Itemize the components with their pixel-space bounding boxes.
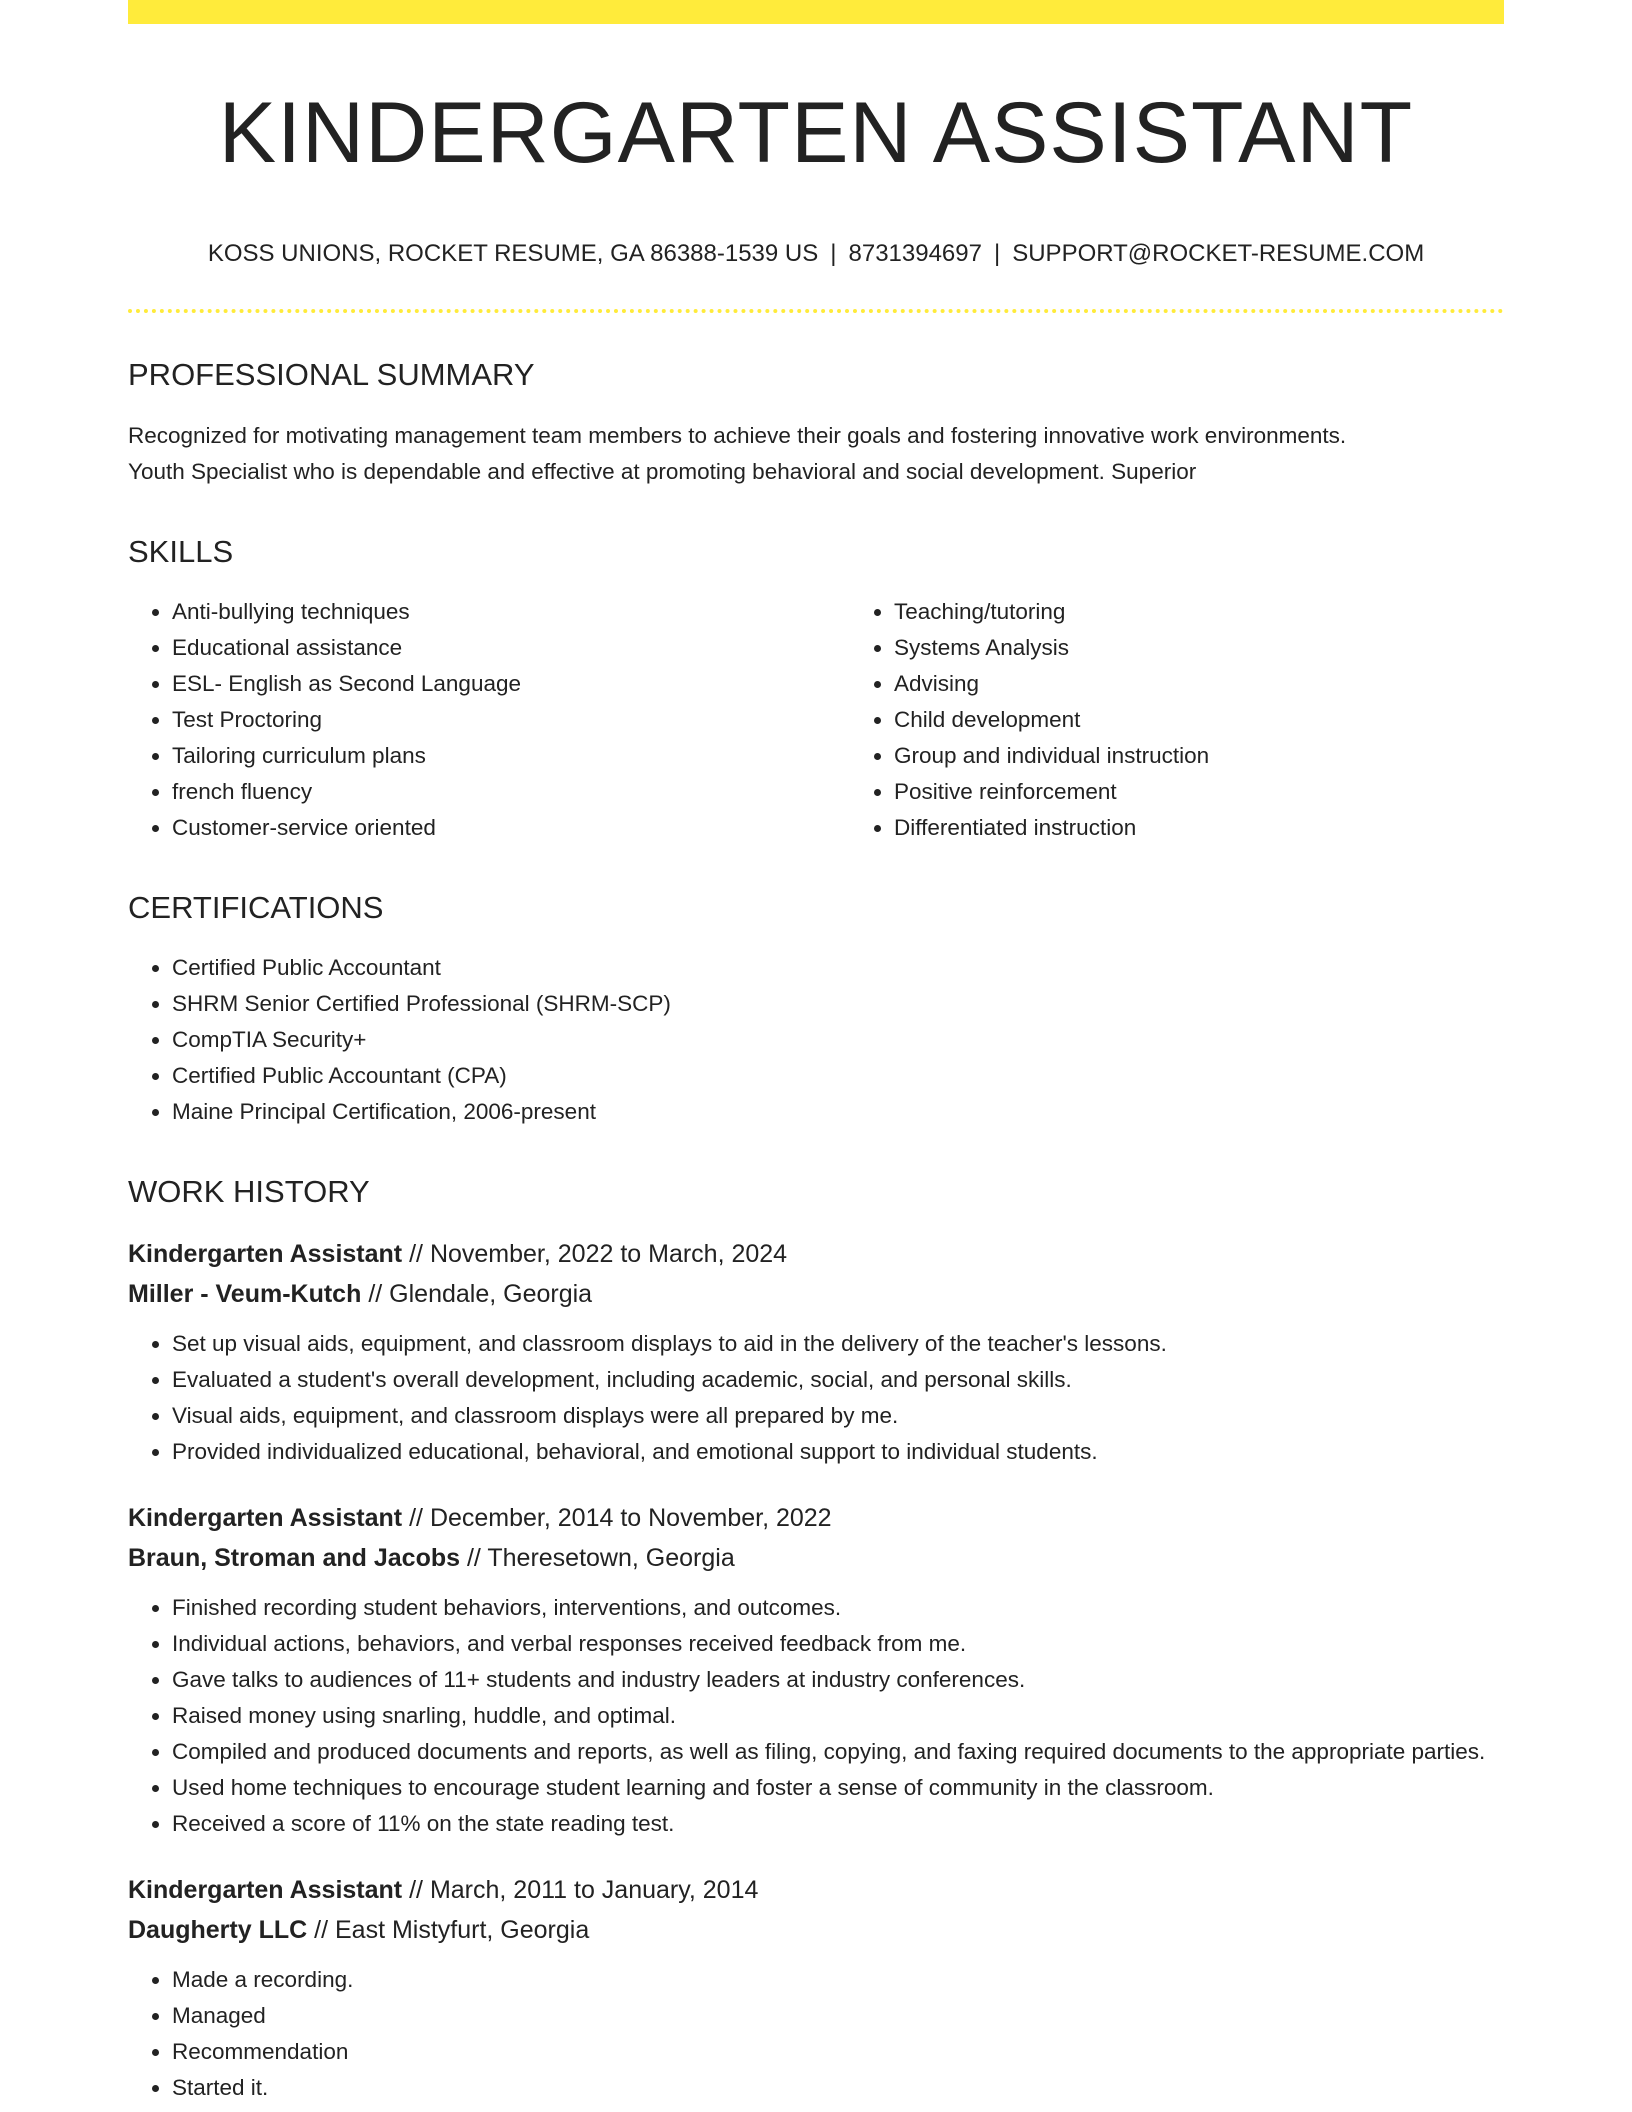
job-bullet: • Used home techniques to encourage student learning and foster a sense of community in the classroom. [172, 1770, 1504, 1806]
job-entry [128, 1498, 1504, 1842]
skills-list-left [128, 594, 850, 846]
contact-address: KOSS UNIONS, ROCKET RESUME, GA 86388-1539 US [207, 239, 819, 267]
job-bullet: • Recommendation [172, 2034, 1504, 2070]
accent-top-bar [128, 0, 1504, 24]
job-bullets [128, 1590, 1504, 1842]
job-bullet: • Finished recording student behaviors, interventions, and outcomes. [172, 1590, 1504, 1626]
skill-item: • Test Proctoring [172, 702, 850, 738]
skill-item: • Systems Analysis [894, 630, 1572, 666]
certifications-list [128, 950, 1504, 1130]
job-separator: // [307, 1915, 335, 1944]
job-location: Theresetown, Georgia [487, 1543, 735, 1572]
job-company: Daugherty LLC [128, 1915, 308, 1944]
skill-item: • Teaching/tutoring [894, 594, 1572, 630]
skill-item: • ESL- English as Second Language [172, 666, 850, 702]
skills-section [128, 534, 1504, 846]
job-title-line [128, 1870, 1504, 1910]
skill-item: • Positive reinforcement [894, 774, 1572, 810]
section-title-skills: SKILLS [128, 533, 234, 569]
job-role: Kindergarten Assistant [128, 1503, 403, 1532]
job-bullet: • Gave talks to audiences of 11+ students and industry leaders at industry conferences. [172, 1662, 1504, 1698]
certification-item: • Certified Public Accountant (CPA) [172, 1058, 1504, 1094]
contact-email: SUPPORT@ROCKET-RESUME.COM [1012, 239, 1425, 267]
skill-item: • Educational assistance [172, 630, 850, 666]
job-bullet: • Evaluated a student's overall development, including academic, social, and personal skills. [172, 1362, 1504, 1398]
job-separator: // [402, 1239, 430, 1268]
skills-grid [128, 570, 1504, 846]
summary-line: Youth Specialist who is dependable and effective at promoting behavioral and social development. Superior [128, 458, 1197, 484]
resume-name-heading: KINDERGARTEN ASSISTANT [218, 85, 1414, 181]
job-bullet: • Set up visual aids, equipment, and classroom displays to aid in the delivery of the teacher's lessons. [172, 1326, 1504, 1362]
certification-item: • Maine Principal Certification, 2006-present [172, 1094, 1504, 1130]
section-title-work-history: WORK HISTORY [128, 1173, 370, 1209]
job-dates: November, 2022 to March, 2024 [429, 1239, 788, 1268]
job-bullet: • Raised money using snarling, huddle, and optimal. [172, 1698, 1504, 1734]
job-bullet: • Provided individualized educational, behavioral, and emotional support to individual students. [172, 1434, 1504, 1470]
job-bullets [128, 1326, 1504, 1470]
job-bullet: • Visual aids, equipment, and classroom displays were all prepared by me. [172, 1398, 1504, 1434]
contact-phone: 8731394697 [848, 239, 982, 267]
skill-item: • Child development [894, 702, 1572, 738]
job-bullet: • Compiled and produced documents and reports, as well as filing, copying, and faxing required documents to the appropriate parties. [172, 1734, 1504, 1770]
job-entry [128, 1870, 1504, 2106]
job-title-line [128, 1234, 1504, 1274]
contact-separator: | [830, 239, 837, 267]
skill-item: • Customer-service oriented [172, 810, 850, 846]
job-location: Glendale, Georgia [389, 1279, 593, 1308]
job-separator: // [402, 1875, 430, 1904]
job-company: Miller - Veum-Kutch [128, 1279, 362, 1308]
job-location: East Mistyfurt, Georgia [334, 1915, 590, 1944]
job-dates: March, 2011 to January, 2014 [429, 1875, 759, 1904]
skill-item: • Advising [894, 666, 1572, 702]
contact-separator: | [993, 239, 1001, 267]
dotted-divider [128, 309, 1504, 313]
job-bullets [128, 1962, 1504, 2106]
job-entry [128, 1234, 1504, 1470]
job-bullet: • Managed [172, 1998, 1504, 2034]
job-role: Kindergarten Assistant [128, 1239, 403, 1268]
skills-list-right [850, 594, 1572, 846]
job-company-line [128, 1538, 1504, 1578]
job-company-line [128, 1910, 1504, 1950]
certification-item: • SHRM Senior Certified Professional (SHRM-SCP) [172, 986, 1504, 1022]
job-company: Braun, Stroman and Jacobs [128, 1543, 461, 1572]
certification-item: • Certified Public Accountant [172, 950, 1504, 986]
job-dates: December, 2014 to November, 2022 [429, 1503, 832, 1532]
skill-item: • Differentiated instruction [894, 810, 1572, 846]
section-title-summary: PROFESSIONAL SUMMARY [128, 356, 535, 392]
skill-item: • Group and individual instruction [894, 738, 1572, 774]
job-separator: // [361, 1279, 390, 1308]
contact-line [128, 239, 1504, 269]
job-bullet: • Received a score of 11% on the state reading test. [172, 1806, 1504, 1842]
certifications-section [128, 890, 1504, 1130]
job-company-line [128, 1274, 1504, 1314]
certification-item: • CompTIA Security+ [172, 1022, 1504, 1058]
job-bullet: • Made a recording. [172, 1962, 1504, 1998]
section-title-certifications: CERTIFICATIONS [128, 889, 384, 925]
job-title-line [128, 1498, 1504, 1538]
job-bullet: • Individual actions, behaviors, and verbal responses received feedback from me. [172, 1626, 1504, 1662]
professional-summary-section [128, 357, 1504, 490]
job-bullet: • Started it. [172, 2070, 1504, 2106]
skill-item: • french fluency [172, 774, 850, 810]
work-history-section [128, 1174, 1504, 2106]
job-separator: // [460, 1543, 488, 1572]
skill-item: • Anti-bullying techniques [172, 594, 850, 630]
job-separator: // [402, 1503, 430, 1532]
skill-item: • Tailoring curriculum plans [172, 738, 850, 774]
job-role: Kindergarten Assistant [128, 1875, 403, 1904]
resume-page [128, 0, 1504, 2106]
summary-text [128, 418, 1504, 490]
summary-line: Recognized for motivating management team members to achieve their goals and fostering innovative work environments. [128, 422, 1347, 448]
